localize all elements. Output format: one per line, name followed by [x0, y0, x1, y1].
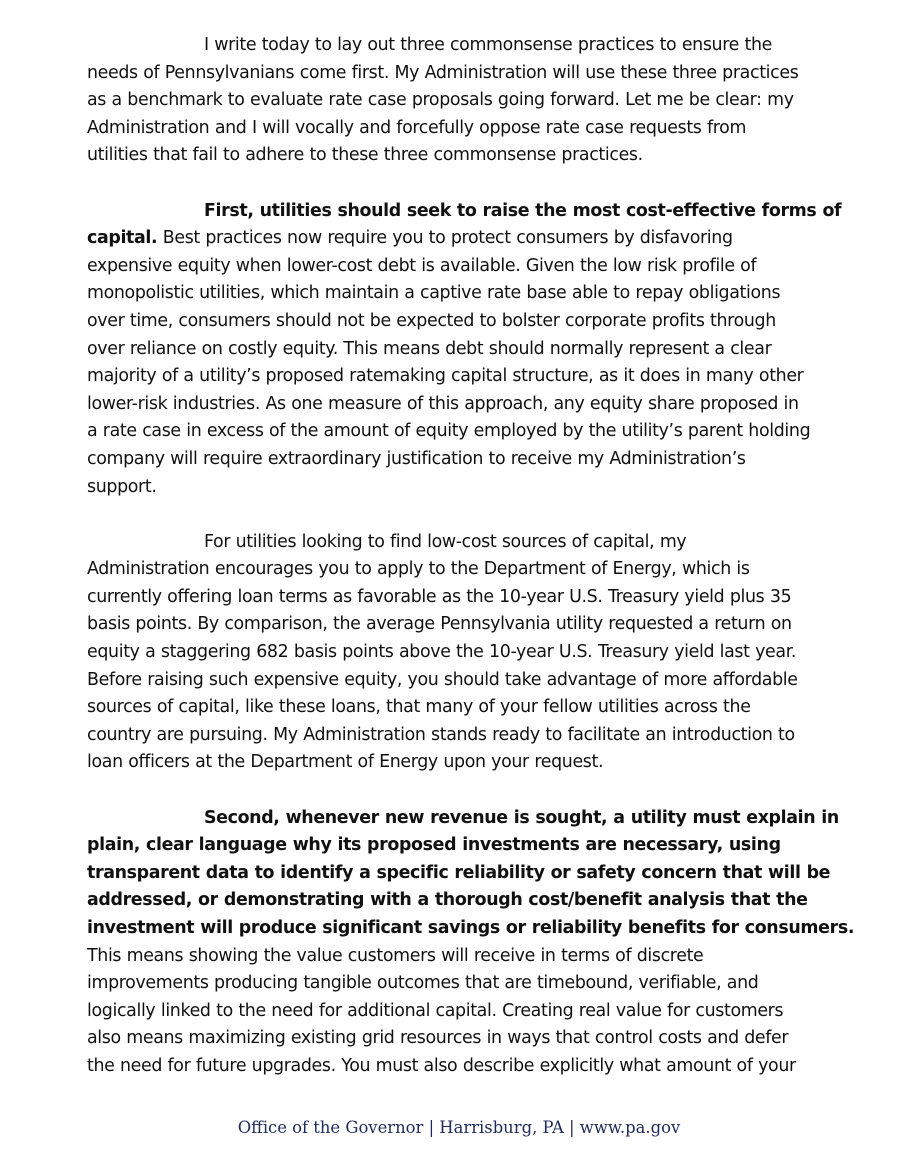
text-line	[87, 1053, 857, 1081]
body-paragraph	[87, 529, 857, 777]
plain-text: loan officers at the Department of Energy upon your request.	[87, 752, 604, 773]
plain-text: logically linked to the need for additional capital. Creating real value for customers	[87, 1000, 784, 1021]
text-line	[87, 474, 857, 502]
text-line	[87, 418, 857, 446]
text-line	[87, 860, 857, 888]
plain-text: support.	[87, 476, 157, 497]
plain-text: majority of a utility’s proposed ratemaking capital structure, as it does in many other	[87, 366, 804, 387]
text-line	[87, 391, 857, 419]
text-line	[87, 749, 857, 777]
bold-text: plain, clear language why its proposed investments are necessary, using	[87, 835, 781, 856]
text-line	[87, 556, 857, 584]
text-line	[87, 694, 857, 722]
text-line	[87, 722, 857, 750]
plain-text: as a benchmark to evaluate rate case proposals going forward. Let me be clear: my	[87, 90, 794, 111]
plain-text: equity a staggering 682 basis points above the 10-year U.S. Treasury yield last year.	[87, 642, 797, 663]
body-paragraph	[87, 32, 857, 170]
text-line	[87, 611, 857, 639]
body-paragraph	[87, 198, 857, 502]
text-line	[87, 639, 857, 667]
plain-text: the need for future upgrades. You must also describe explicitly what amount of your	[87, 1055, 796, 1076]
text-line	[87, 253, 857, 281]
plain-text: over reliance on costly equity. This means debt should normally represent a clear	[87, 338, 772, 359]
plain-text: Before raising such expensive equity, you should take advantage of more affordable	[87, 669, 798, 690]
text-line	[87, 308, 857, 336]
text-line	[87, 336, 857, 364]
plain-text: monopolistic utilities, which maintain a captive rate base able to repay obligations	[87, 283, 781, 304]
text-line	[87, 998, 857, 1026]
text-line	[87, 142, 857, 170]
text-line	[87, 87, 857, 115]
plain-text: expensive equity when lower-cost debt is available. Given the low risk profile of	[87, 255, 757, 276]
text-line	[87, 1025, 857, 1053]
text-line	[87, 832, 857, 860]
plain-text: basis points. By comparison, the average Pennsylvania utility requested a return on	[87, 614, 792, 635]
plain-text: over time, consumers should not be expected to bolster corporate profits through	[87, 310, 776, 331]
text-line	[87, 529, 857, 557]
bold-text: First, utilities should seek to raise the most cost-effective forms of	[204, 200, 842, 221]
plain-text: company will require extraordinary justification to receive my Administration’s	[87, 448, 746, 469]
plain-text: Best practices now require you to protect consumers by disfavoring	[157, 228, 733, 249]
plain-text: Administration encourages you to apply to the Department of Energy, which is	[87, 559, 750, 580]
text-line	[87, 225, 857, 253]
text-line	[87, 887, 857, 915]
plain-text: For utilities looking to find low-cost sources of capital, my	[204, 531, 687, 552]
text-line	[87, 584, 857, 612]
text-line	[87, 943, 857, 971]
text-line	[87, 198, 857, 226]
plain-text: needs of Pennsylvanians come first. My Administration will use these three practices	[87, 62, 799, 83]
bold-text: addressed, or demonstrating with a thorough cost/benefit analysis that the	[87, 890, 808, 911]
plain-text: Administration and I will vocally and forcefully oppose rate case requests from	[87, 117, 747, 138]
text-line	[87, 60, 857, 88]
plain-text: utilities that fail to adhere to these three commonsense practices.	[87, 145, 643, 166]
plain-text: a rate case in excess of the amount of equity employed by the utility’s parent holding	[87, 421, 811, 442]
text-line	[87, 805, 857, 833]
plain-text: I write today to lay out three commonsense practices to ensure the	[204, 35, 772, 55]
plain-text: This means showing the value customers will receive in terms of discrete	[87, 945, 704, 966]
text-line	[87, 970, 857, 998]
text-line	[87, 280, 857, 308]
letter-body	[87, 32, 857, 1108]
text-line	[87, 915, 857, 943]
plain-text: sources of capital, like these loans, that many of your fellow utilities across the	[87, 697, 751, 718]
text-line	[87, 32, 857, 60]
bold-text: capital.	[87, 228, 158, 249]
text-line	[87, 363, 857, 391]
plain-text: lower-risk industries. As one measure of this approach, any equity share proposed in	[87, 393, 799, 414]
plain-text: improvements producing tangible outcomes that are timebound, verifiable, and	[87, 973, 759, 994]
page-footer: Office of the Governor | Harrisburg, PA | www.pa.gov	[237, 1118, 681, 1137]
plain-text: currently offering loan terms as favorable as the 10-year U.S. Treasury yield plus 35	[87, 586, 792, 607]
bold-text: Second, whenever new revenue is sought, a utility must explain in	[204, 807, 839, 828]
text-line	[87, 115, 857, 143]
bold-text: investment will produce significant savings or reliability benefits for consumers.	[87, 918, 855, 938]
plain-text: country are pursuing. My Administration stands ready to facilitate an introduction to	[87, 724, 795, 745]
bold-text: transparent data to identify a specific reliability or safety concern that will be	[87, 862, 831, 883]
text-line	[87, 667, 857, 695]
plain-text: also means maximizing existing grid resources in ways that control costs and defer	[87, 1028, 789, 1049]
body-paragraph	[87, 805, 857, 1081]
text-line	[87, 446, 857, 474]
